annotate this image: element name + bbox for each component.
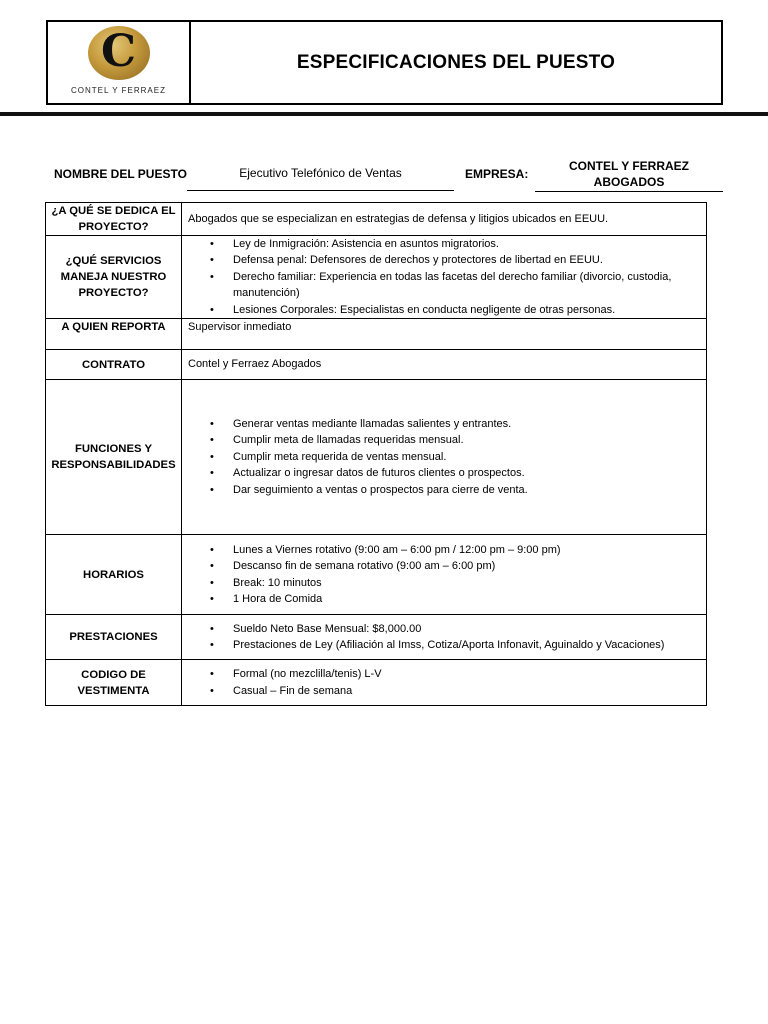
list-item: • Generar ventas mediante llamadas salientes y entrantes. bbox=[233, 416, 700, 432]
logo-emblem bbox=[88, 26, 150, 80]
row-label-funciones: FUNCIONES Y RESPONSABILIDADES bbox=[46, 380, 182, 535]
vestimenta-list bbox=[188, 666, 700, 699]
row-label-prestaciones: PRESTACIONES bbox=[46, 615, 182, 660]
row-value-contrato: Contel y Ferraez Abogados bbox=[182, 350, 707, 380]
list-item: • Dar seguimiento a ventas o prospectos para cierre de venta. bbox=[233, 482, 700, 498]
list-item: • Lunes a Viernes rotativo (9:00 am – 6:00 pm / 12:00 pm – 9:00 pm) bbox=[233, 542, 700, 558]
spec-table bbox=[45, 202, 707, 706]
position-label: NOMBRE DEL PUESTO bbox=[54, 167, 187, 181]
list-item: • Prestaciones de Ley (Afiliación al Imss, Cotiza/Aporta Infonavit, Aguinaldo y Vacaciones) bbox=[233, 637, 700, 653]
table-row bbox=[46, 380, 707, 535]
table-row bbox=[46, 236, 707, 319]
table-row bbox=[46, 660, 707, 706]
company-value bbox=[535, 158, 723, 192]
row-value-prestaciones bbox=[182, 615, 707, 660]
table-row bbox=[46, 203, 707, 236]
table-row bbox=[46, 319, 707, 350]
page-title: ESPECIFICACIONES DEL PUESTO bbox=[296, 51, 616, 73]
list-item: • Break: 10 minutos bbox=[233, 575, 700, 591]
list-item: • Formal (no mezclilla/tenis) L-V bbox=[233, 666, 700, 682]
row-value-vestimenta bbox=[182, 660, 707, 706]
row-value-horarios bbox=[182, 535, 707, 615]
row-label-servicios: ¿QUÉ SERVICIOS MANEJA NUESTRO PROYECTO? bbox=[46, 236, 182, 319]
row-value-dedica: Abogados que se especializan en estrategias de defensa y litigios ubicados en EEUU. bbox=[182, 203, 707, 236]
list-item: • Cumplir meta de llamadas requeridas mensual. bbox=[233, 432, 700, 448]
title-cell bbox=[191, 22, 721, 103]
company-value-line1: CONTEL Y FERRAEZ bbox=[568, 159, 690, 173]
list-item: • Sueldo Neto Base Mensual: $8,000.00 bbox=[233, 621, 700, 637]
list-item: • Defensa penal: Defensores de derechos y protectores de libertad en EEUU. bbox=[233, 252, 700, 268]
table-row bbox=[46, 615, 707, 660]
list-item: • 1 Hora de Comida bbox=[233, 591, 700, 607]
logo bbox=[48, 22, 191, 103]
logo-text: CONTEL Y FERRAEZ bbox=[71, 86, 166, 95]
row-label-horarios: HORARIOS bbox=[46, 535, 182, 615]
prestaciones-list bbox=[188, 621, 700, 654]
row-label-reporta: A QUIEN REPORTA bbox=[46, 319, 182, 350]
table-row bbox=[46, 535, 707, 615]
row-value-servicios bbox=[182, 236, 707, 319]
header-divider bbox=[0, 112, 768, 116]
table-row bbox=[46, 350, 707, 380]
info-row bbox=[46, 150, 723, 195]
list-item: • Casual – Fin de semana bbox=[233, 683, 700, 699]
list-item: • Ley de Inmigración: Asistencia en asuntos migratorios. bbox=[233, 236, 700, 252]
logo-letter: C bbox=[100, 26, 137, 77]
list-item: • Lesiones Corporales: Especialistas en conducta negligente de otras personas. bbox=[233, 302, 700, 318]
list-item: • Descanso fin de semana rotativo (9:00 am – 6:00 pm) bbox=[233, 558, 700, 574]
company-label: EMPRESA: bbox=[465, 167, 529, 181]
funciones-list bbox=[188, 416, 700, 498]
row-value-reporta: Supervisor inmediato bbox=[182, 319, 707, 350]
company-value-line2: ABOGADOS bbox=[593, 175, 665, 189]
horarios-list bbox=[188, 542, 700, 608]
row-label-dedica: ¿A QUÉ SE DEDICA EL PROYECTO? bbox=[46, 203, 182, 236]
list-item: • Derecho familiar: Experiencia en todas las facetas del derecho familiar (divorcio, custodia, manutención) bbox=[233, 269, 700, 302]
position-value: Ejecutivo Telefónico de Ventas bbox=[187, 166, 454, 191]
list-item: • Actualizar o ingresar datos de futuros clientes o prospectos. bbox=[233, 465, 700, 481]
row-label-vestimenta: CODIGO DE VESTIMENTA bbox=[46, 660, 182, 706]
row-value-funciones bbox=[182, 380, 707, 535]
row-label-contrato: CONTRATO bbox=[46, 350, 182, 380]
servicios-list bbox=[188, 236, 700, 318]
list-item: • Cumplir meta requerida de ventas mensual. bbox=[233, 449, 700, 465]
document-header bbox=[46, 20, 723, 105]
